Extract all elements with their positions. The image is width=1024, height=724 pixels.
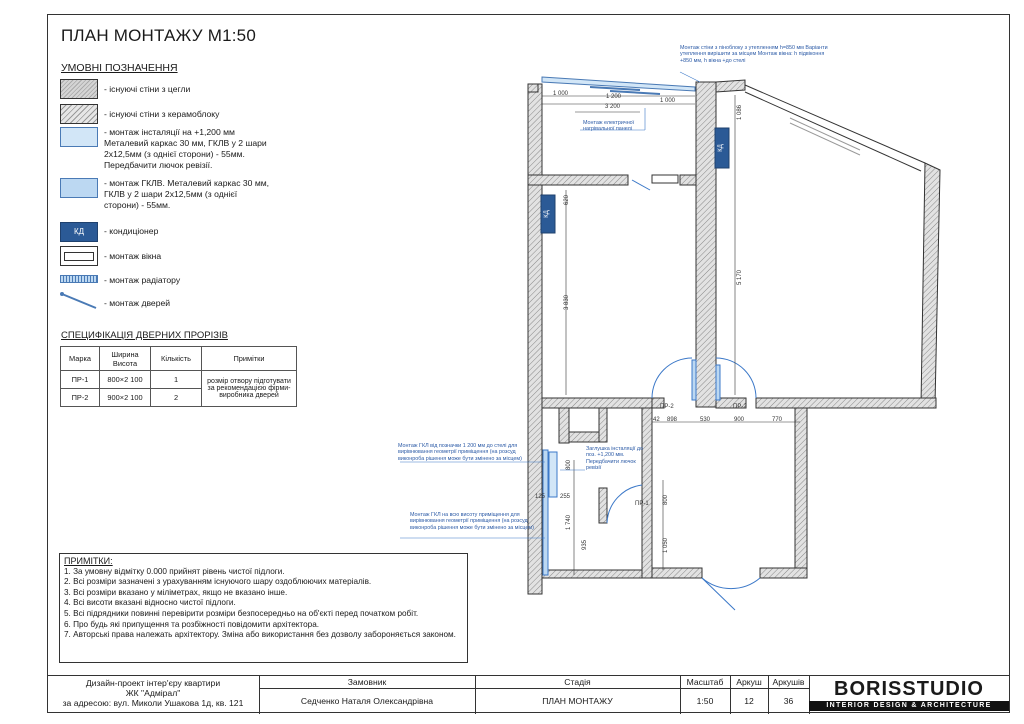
dim-620: 620 bbox=[564, 194, 570, 205]
spec-row1-qty: 1 bbox=[151, 371, 202, 389]
gkl-door-b bbox=[716, 365, 720, 400]
legend-text-radiator: - монтаж радіатору bbox=[104, 275, 181, 285]
spec-header-qty: Кількість bbox=[151, 347, 202, 371]
wall-bath-inner bbox=[559, 408, 569, 443]
ac-label-1: КД bbox=[544, 210, 550, 218]
wall-bath-top bbox=[542, 398, 652, 408]
note-line: 7. Авторські права належать архітектору. Зміна або використання без дозволу забороняється законом. bbox=[64, 630, 456, 640]
legend-text-ceramic: - існуючі стіни з керамоблоку bbox=[104, 109, 220, 119]
logo-main-text: BORISSTUDIO bbox=[834, 678, 984, 700]
wall-bath-right bbox=[642, 408, 652, 578]
legend-heading: УМОВНІ ПОЗНАЧЕННЯ bbox=[61, 62, 178, 74]
label-pr2b: ПР-2 bbox=[733, 404, 747, 410]
annotation-installation: Заглушка інсталяції до поз. +1,200 мм. Передбачити лючок ревізії bbox=[586, 446, 644, 472]
dimension-lines bbox=[542, 95, 800, 575]
annotation-gkl-2: Монтаж ГКЛ на всю висоту приміщення для вирівнювання геометрії приміщення (на розсуд виконроба рішення може бути змінено за місцем) bbox=[410, 512, 534, 531]
dim-898: 898 bbox=[667, 417, 678, 423]
wall-room-bottom-right bbox=[756, 398, 936, 408]
wall-bath-inner-v bbox=[599, 408, 607, 442]
note-line: 6. Про будь які припущення та розбіжності повідомити архітектора. bbox=[64, 619, 320, 629]
note-line: 5. Всі підрядники повинні перевірити розміри безпосередньо на об'єкті перед початком робіт. bbox=[64, 608, 419, 618]
wall-hall-top-right bbox=[680, 175, 698, 185]
dim-900: 900 bbox=[734, 417, 745, 423]
legend-text-gklv: - монтаж ГКЛВ. Металевий каркас 30 мм, ГКЛВ у 2 шари 2х12,5мм (з однієї сторони) - 55мм. bbox=[104, 178, 270, 210]
note-line: 3. Всі розміри вказано у міліметрах, якщо не вказано інше. bbox=[64, 587, 288, 597]
door-arc-pr2a bbox=[652, 358, 692, 398]
dim-5170: 5 170 bbox=[737, 269, 743, 285]
dim-125: 125 bbox=[535, 494, 546, 500]
wall-top-left bbox=[528, 84, 538, 92]
window-curtain bbox=[745, 85, 925, 163]
spec-row2-mark: ПР-2 bbox=[61, 389, 100, 407]
stage-label: Стадія bbox=[564, 677, 591, 687]
gkl-door-a bbox=[692, 360, 696, 400]
dim-800b: 800 bbox=[663, 494, 669, 505]
wall-middle bbox=[696, 82, 716, 407]
wall-bottom-mid bbox=[652, 568, 702, 578]
legend-swatch-ac: КД bbox=[60, 222, 98, 242]
door-arc-pr2b bbox=[716, 358, 756, 398]
dim-1086: 1 086 bbox=[737, 104, 743, 120]
title-block bbox=[47, 675, 1010, 714]
drawing-title: ПЛАН МОНТАЖУ М1:50 bbox=[61, 26, 256, 45]
dim-1050: 1 050 bbox=[663, 537, 669, 553]
wall-bottom-left bbox=[542, 570, 642, 578]
legend-text-brick: - існуючі стіни з цегли bbox=[104, 84, 191, 94]
client-label: Замовник bbox=[347, 677, 387, 687]
legend-text-window: - монтаж вікна bbox=[104, 251, 162, 261]
scale-value: 1:50 bbox=[696, 696, 714, 706]
label-pr2a: ПР-2 bbox=[660, 404, 674, 410]
dim-255: 255 bbox=[560, 494, 571, 500]
sheets-label: Аркушів bbox=[772, 677, 805, 687]
note-line: 1. За умовну відмітку 0.000 прийнят рівень чистої підлоги. bbox=[64, 566, 285, 576]
radiator-right bbox=[790, 118, 860, 155]
client-value: Седченко Наталя Олександрівна bbox=[300, 696, 434, 706]
label-pr1: ПР-1 bbox=[635, 501, 649, 507]
sheets-value: 36 bbox=[783, 696, 794, 706]
installation-box bbox=[549, 452, 557, 497]
note-line: 2. Всі розміри зазначені з урахуванням існуючого шару оздоблюючих матеріалів. bbox=[64, 577, 372, 587]
spec-header-mark: Марка bbox=[61, 347, 100, 371]
spec-header-size: Ширина Висота bbox=[100, 347, 151, 371]
dim-3200: 3 200 bbox=[605, 104, 621, 110]
spec-heading: СПЕЦИФІКАЦІЯ ДВЕРНИХ ПРОРІЗІВ bbox=[61, 330, 228, 341]
dim-1200: 1 200 bbox=[606, 94, 622, 100]
wall-right bbox=[921, 163, 940, 405]
wall-hall-top bbox=[528, 175, 628, 185]
stage-value: ПЛАН МОНТАЖУ bbox=[542, 696, 613, 706]
dim-1000b: 1 000 bbox=[660, 98, 676, 104]
spec-note: розмір отвору підготувати за рекомендацією фірми-виробника дверей bbox=[202, 371, 297, 407]
dim-530: 530 bbox=[700, 417, 711, 423]
walls bbox=[528, 80, 940, 594]
doors bbox=[607, 175, 760, 610]
spec-header-notes: Примітки bbox=[202, 347, 297, 371]
sheet-label: Аркуш bbox=[736, 677, 762, 687]
dim-800a: 800 bbox=[566, 459, 572, 470]
dim-1740: 1 740 bbox=[566, 514, 572, 530]
dim-935: 935 bbox=[582, 539, 588, 550]
wall-lower-right bbox=[795, 408, 807, 568]
dim-1000a: 1 000 bbox=[553, 91, 569, 97]
scale-label: Масштаб bbox=[686, 677, 724, 687]
project-line-1: Дизайн-проект інтер'єру квартири bbox=[85, 678, 221, 688]
ac-label-2: КД bbox=[718, 144, 724, 152]
spec-row1-size: 800×2 100 bbox=[100, 371, 151, 389]
note-line: 4. Всі висоти вказані відносно чистої підлоги. bbox=[64, 598, 236, 608]
sheet-value: 12 bbox=[744, 696, 754, 706]
wall-bottom-right bbox=[760, 568, 807, 578]
spec-row2-qty: 2 bbox=[151, 389, 202, 407]
spec-row1-mark: ПР-1 bbox=[61, 371, 100, 389]
dim-42: 42 bbox=[653, 417, 660, 423]
legend-text-ac: - кондиціонер bbox=[104, 226, 159, 236]
dim-3830: 3 830 bbox=[564, 294, 570, 310]
dim-770: 770 bbox=[772, 417, 783, 423]
annotation-panel: Монтаж електричної нагрівальної панелі bbox=[583, 120, 635, 133]
studio-logo bbox=[809, 678, 1009, 712]
notes-heading: ПРИМІТКИ: bbox=[64, 556, 113, 566]
annotation-top-right: Монтаж стіни з піноблоку з утепленням h=850 мм Варіанти утеплення вирішити за місцем Монтаж вікна: h підвіконня +850 мм, h вікна +до стелі bbox=[680, 45, 828, 64]
wall-bath-inner-h bbox=[569, 432, 599, 442]
dimension-texts bbox=[535, 91, 783, 553]
logo-sub-text: INTERIOR DESIGN & ARCHITECTURE bbox=[809, 701, 1009, 711]
legend-text-installation: - монтаж інсталяції на +1,200 мм Металевий каркас 30 мм, ГКЛВ у 2 шари 2х12,5мм (з однієї сторони) - 55мм. Передбачити лючок ревізії. bbox=[104, 127, 267, 170]
wall-top-right bbox=[716, 80, 745, 92]
entry-door bbox=[702, 578, 735, 610]
project-line-2: ЖК "Адмірал" bbox=[125, 688, 181, 698]
wall-bath-lower bbox=[599, 488, 607, 523]
annotation-gkl-1: Монтаж ГКЛ від позначки 1 200 мм до стелі для вирівнювання геометрії приміщення (на розсуд виконроба рішення може бути змінено за місцем) bbox=[398, 443, 522, 462]
spec-row2-size: 900×2 100 bbox=[100, 389, 151, 407]
legend-text-door: - монтаж дверей bbox=[104, 298, 171, 308]
project-line-3: за адресою: вул. Миколи Ушакова 1д, кв. 121 bbox=[62, 698, 244, 708]
